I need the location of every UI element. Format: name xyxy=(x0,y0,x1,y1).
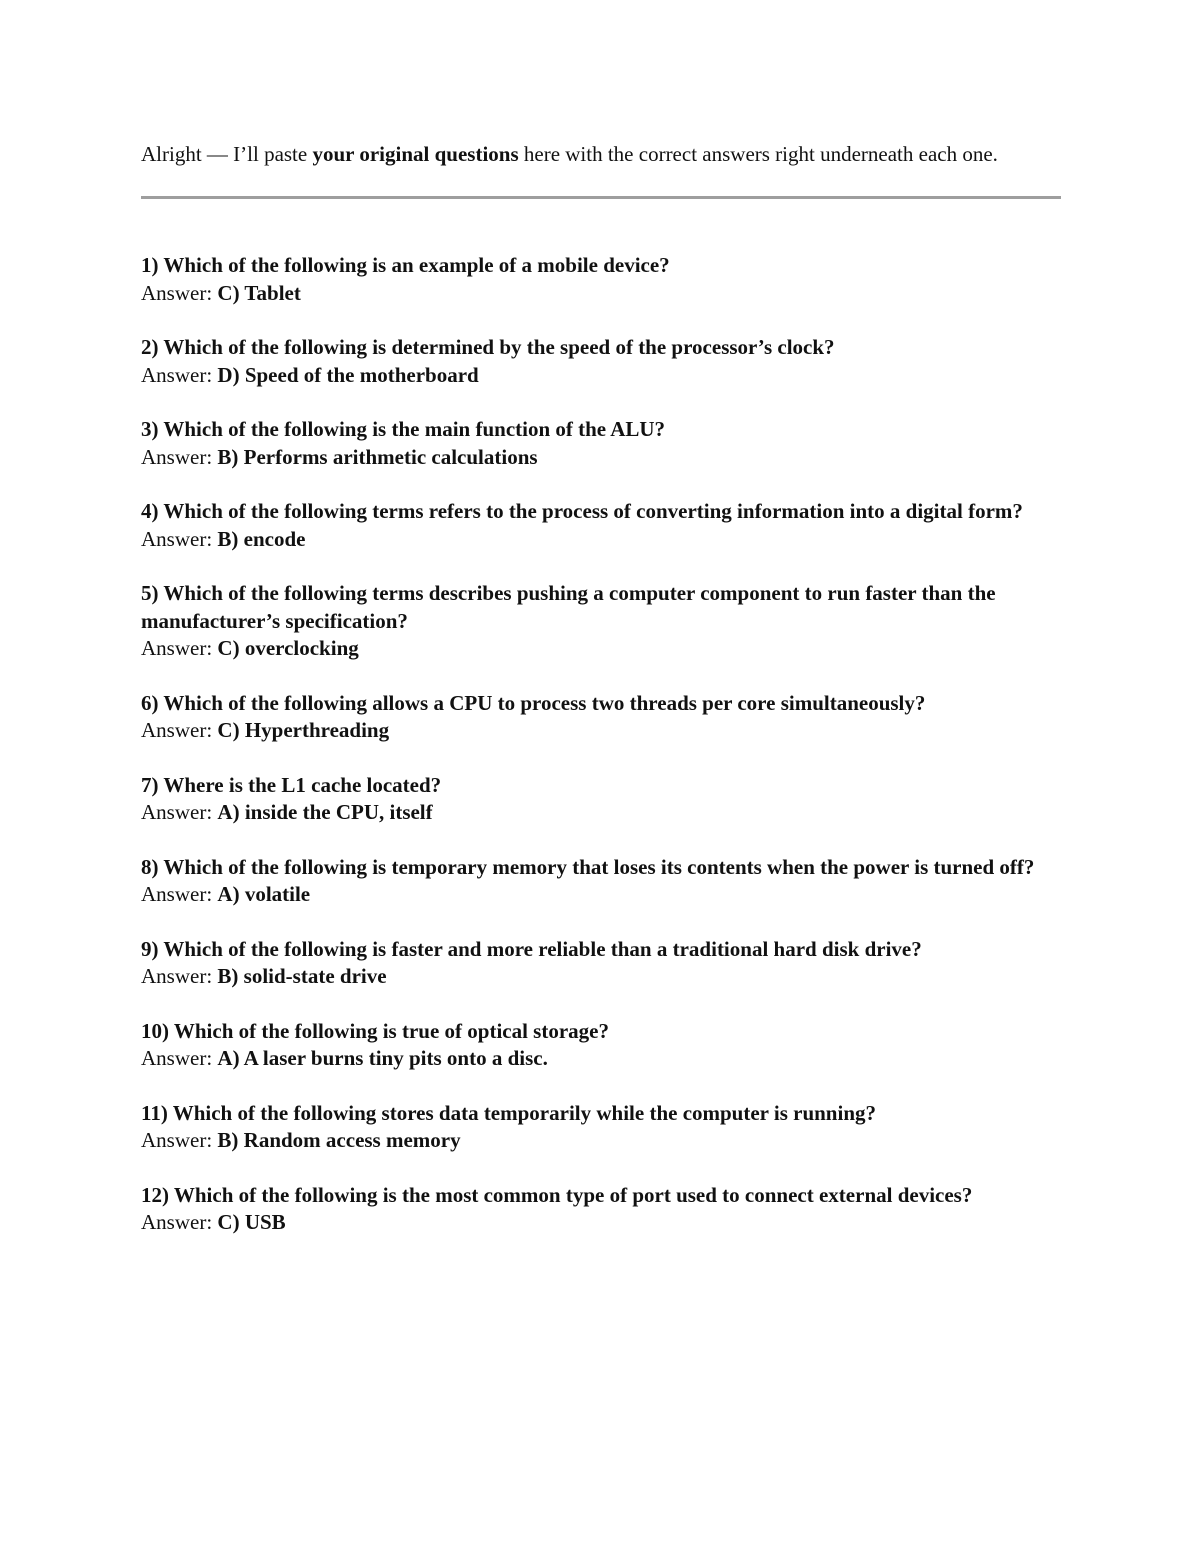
answer-value: C) Tablet xyxy=(217,280,301,305)
answer-line xyxy=(141,881,1061,909)
intro-paragraph xyxy=(141,141,1061,168)
qa-item-3 xyxy=(141,416,1061,471)
answer-value: B) Performs arithmetic calculations xyxy=(217,444,538,469)
intro-text-before: Alright — I’ll paste xyxy=(141,142,313,166)
answer-value: B) encode xyxy=(217,526,306,551)
answer-value: A) inside the CPU, itself xyxy=(217,800,433,824)
answer-line xyxy=(141,799,1061,827)
answer-prefix: Answer: xyxy=(141,718,218,742)
qa-item-10 xyxy=(141,1018,1061,1073)
answer-line xyxy=(141,635,1061,663)
answer-prefix: Answer: xyxy=(141,444,218,469)
answer-line xyxy=(141,444,1061,472)
answer-prefix: Answer: xyxy=(141,362,218,387)
qa-item-8 xyxy=(141,854,1061,909)
answer-value: C) overclocking xyxy=(217,636,359,660)
question-text: 7) Where is the L1 cache located? xyxy=(141,772,442,797)
answer-value: D) Speed of the motherboard xyxy=(217,362,479,387)
answer-value: A) A laser burns tiny pits onto a disc. xyxy=(217,1046,548,1070)
qa-item-12 xyxy=(141,1182,1061,1237)
question-text: 12) Which of the following is the most common type of port used to connect external devices? xyxy=(141,1182,973,1207)
intro-text-after: here with the correct answers right underneath each one. xyxy=(518,142,998,166)
question-text: 9) Which of the following is faster and more reliable than a traditional hard disk drive? xyxy=(141,936,922,961)
question-text: 10) Which of the following is true of optical storage? xyxy=(141,1018,609,1043)
question-text: 5) Which of the following terms describes pushing a computer component to run faster than the manufacturer’s specification? xyxy=(141,581,996,633)
qa-item-2 xyxy=(141,334,1061,389)
question-text: 4) Which of the following terms refers to the process of converting information into a digital form? xyxy=(141,499,1023,523)
answer-value: A) volatile xyxy=(217,882,311,906)
qa-item-9 xyxy=(141,936,1061,991)
answer-prefix: Answer: xyxy=(141,800,218,824)
answer-line xyxy=(141,717,1061,745)
answer-line xyxy=(141,362,1061,390)
answer-line xyxy=(141,963,1061,991)
answer-prefix: Answer: xyxy=(141,280,218,305)
qa-item-5 xyxy=(141,580,1061,663)
answer-prefix: Answer: xyxy=(141,882,218,906)
answer-line xyxy=(141,1127,1061,1155)
answer-line xyxy=(141,280,1061,308)
question-text: 11) Which of the following stores data temporarily while the computer is running? xyxy=(141,1100,876,1125)
document-page xyxy=(141,141,1061,1264)
answer-prefix: Answer: xyxy=(141,964,218,988)
intro-emphasis: your original questions xyxy=(312,142,519,166)
qa-item-4 xyxy=(141,498,1061,553)
answer-prefix: Answer: xyxy=(141,1046,218,1070)
question-text: 2) Which of the following is determined by the speed of the processor’s clock? xyxy=(141,335,835,359)
question-text: 8) Which of the following is temporary memory that loses its contents when the power is turned off? xyxy=(141,854,1035,879)
answer-prefix: Answer: xyxy=(141,1128,218,1152)
question-text: 1) Which of the following is an example of a mobile device? xyxy=(141,253,670,277)
answer-value: C) Hyperthreading xyxy=(217,718,390,742)
answer-line xyxy=(141,1209,1061,1237)
answer-prefix: Answer: xyxy=(141,636,218,660)
horizontal-divider xyxy=(141,196,1061,199)
answer-value: C) USB xyxy=(217,1210,286,1234)
answer-prefix: Answer: xyxy=(141,1210,218,1234)
answer-line xyxy=(141,1045,1061,1073)
qa-item-7 xyxy=(141,772,1061,827)
question-answer-list xyxy=(141,252,1061,1237)
qa-item-6 xyxy=(141,690,1061,745)
answer-line xyxy=(141,526,1061,554)
answer-value: B) solid-state drive xyxy=(217,964,387,988)
question-text: 3) Which of the following is the main function of the ALU? xyxy=(141,417,666,441)
qa-item-1 xyxy=(141,252,1061,307)
answer-value: B) Random access memory xyxy=(217,1128,461,1152)
qa-item-11 xyxy=(141,1100,1061,1155)
answer-prefix: Answer: xyxy=(141,526,218,551)
question-text: 6) Which of the following allows a CPU to process two threads per core simultaneously? xyxy=(141,690,926,715)
